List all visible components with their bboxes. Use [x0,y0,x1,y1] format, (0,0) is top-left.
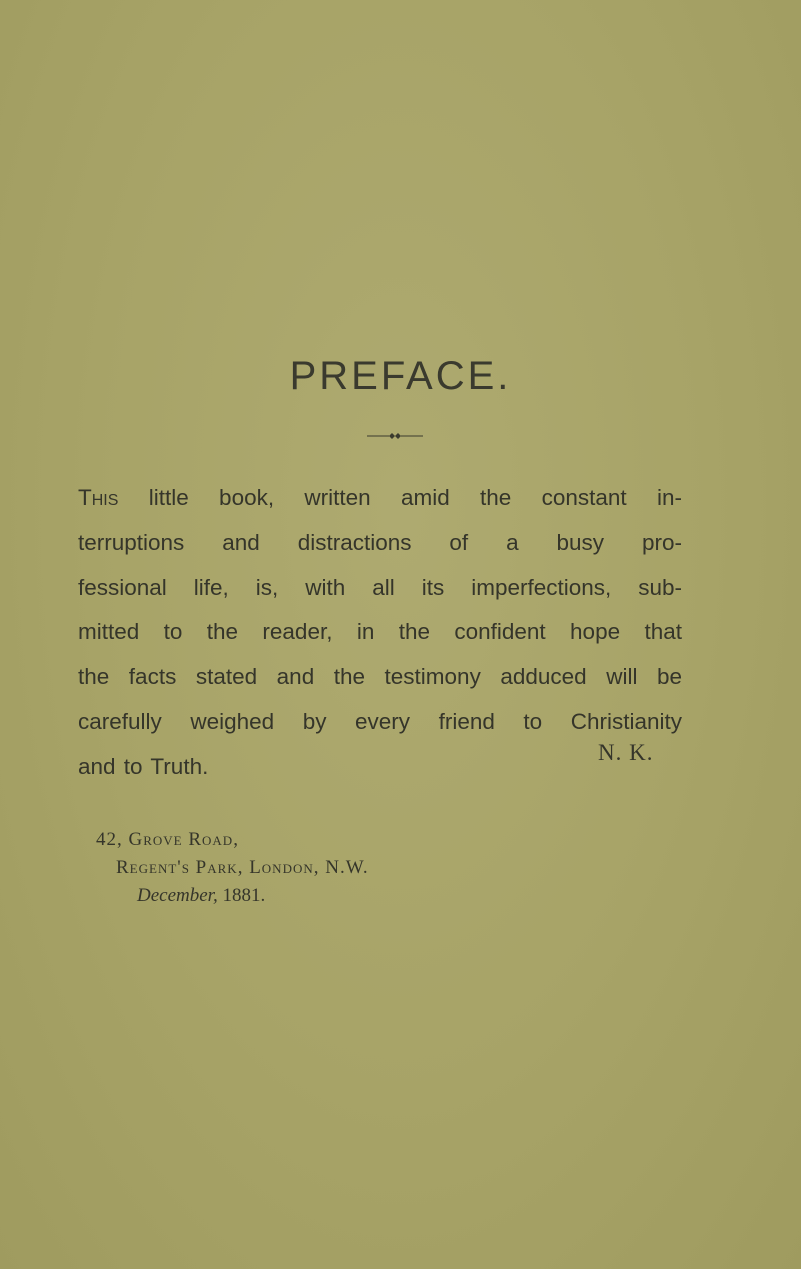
address-city: Regent's Park, London, N.W. [116,857,369,878]
paragraph-line-6: carefully weighed by every friend to Christianity [78,708,682,734]
paragraph-line-3: fessional life, is, with all its imperfections, sub- [78,574,682,600]
address-date [96,882,369,910]
page-title: PREFACE. [289,354,512,398]
paragraph-line-7: and to Truth. [78,753,209,779]
paragraph-line-4: mitted to the reader, in the confident hope that [78,619,682,645]
address-block [96,826,369,910]
diamond-rule-ornament [367,431,423,441]
address-street: 42, Grove Road, [96,829,239,850]
author-initials: N. K. [598,740,654,765]
date-year: 1881. [217,885,266,906]
date-month: December, [137,885,218,906]
preface-paragraph [78,476,682,790]
paragraph-line-1: This little book, written amid the constant in- [78,485,682,510]
paragraph-line-5: the facts stated and the testimony adduced will be [78,664,682,690]
paragraph-line-2: terruptions and distractions of a busy pro- [78,529,682,555]
lead-word: This [78,485,119,510]
